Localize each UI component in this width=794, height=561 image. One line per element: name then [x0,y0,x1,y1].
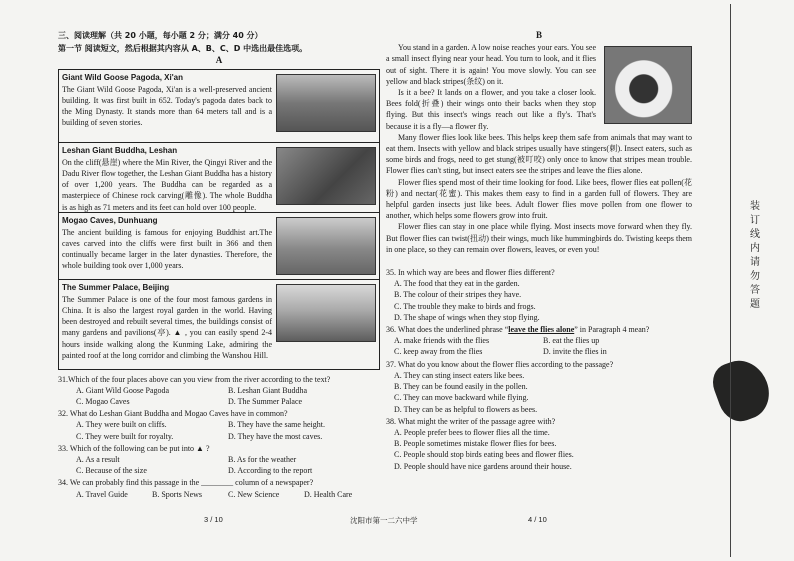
stem-pre: 36. What does the underlined phrase “ [386,325,509,335]
option: C. New Science [228,489,280,499]
place-title: Leshan Giant Buddha, Leshan [62,145,178,155]
summer-palace-photo [276,284,376,342]
option: A. As a result [76,455,120,465]
passage-b-paragraph: Is it a bee? It lands on a flower, and you take a closer look. Bees fold(折叠) their wings onto their backs when they stop flying. But this insect's wings reach out like a fly's. That's because it is a fly—a flower fly. [386,88,596,131]
option: A. People prefer bees to flower flies all the time. [394,427,550,437]
question-33 [58,443,380,477]
question-stem: 35. In which way are bees and flower flies different? [386,268,555,278]
binding-notice: 装订线内请勿答题 [750,201,760,310]
question-37 [386,359,692,415]
option: D. The shape of wings when they stop flying. [394,312,540,322]
place-box-pagoda [58,69,380,143]
option: B. They have the same height. [228,420,325,430]
option: C. Because of the size [76,466,147,476]
page-number-left: 3 / 10 [204,515,223,524]
option: A. make friends with the flies [394,336,490,346]
option: D. They can be as helpful to flowers as bees. [394,404,538,414]
section-subtitle: 第一节 阅读短文，然后根据其内容从 A、B、C、D 中选出最佳选项。 [58,44,308,54]
option: A. Giant Wild Goose Pagoda [76,385,170,395]
question-36 [386,324,692,358]
place-title: Giant Wild Goose Pagoda, Xi'an [62,72,183,82]
option: B. The colour of their stripes they have. [394,290,522,300]
passage-b-paragraph: Flower flies spend most of their time looking for food. Like bees, flower flies eat pollen(花粉) and nectar(花蜜). This makes them easy to find in a garden full of flowers. They are helpful garden insects just like bees. Adult flower flies move pollen from one flower to another, which helps some flowers grow into fruit. [386,177,692,221]
option: A. They were built on cliffs. [76,420,167,430]
option: D. invite the flies in [543,347,607,357]
option: B. eat the flies up [543,336,600,346]
question-38 [386,416,692,472]
pagoda-photo [276,74,376,132]
option: D. According to the report [228,466,313,476]
question-stem: 38. What might the writer of the passage agree with? [386,416,556,426]
option: C. They were built for royalty. [76,431,174,441]
option: A. Travel Guide [76,489,128,499]
question-32 [58,408,380,442]
option: C. People should stop birds eating bees and flower flies. [394,450,574,460]
passage-b-letter: B [535,30,542,40]
stem-post: ” in Paragraph 4 mean? [574,325,650,335]
binding-margin [708,0,794,561]
passage-b-paragraph: Flower flies can stay in one place while flying. Most insects move forward when they fly. But flower flies can twist(扭动) their wings, much like hummingbirds do. Twisting keeps them in one place, so they can remain over flowers, leaves, or even you! [386,222,692,254]
option: A. They can sting insect eaters like bees. [394,370,525,380]
option: B. People sometimes mistake flower flies for bees. [394,439,557,449]
questions-right [386,267,692,472]
question-stem: 34. We can probably find this passage in the ________ column of a newspaper? [58,478,314,488]
passage-b-paragraph: Many flower flies look like bees. This helps keep them safe from animals that may want to eat them. Insects with yellow and black stripes usually have stingers(刺). Insect eaters, such as some birds and frogs, need to get stung(被叮咬) only once to know that stripes mean trouble. Flower flies can't sting, but insect eaters see the stripes and leave the flies alone. [386,132,692,176]
binding-line [730,4,731,557]
place-title: The Summer Palace, Beijing [62,282,170,292]
underlined-phrase: leave the flies alone [508,325,575,335]
option: D. Health Care [304,489,353,499]
flower-fly-photo [604,46,692,124]
option: B. Leshan Giant Buddha [228,385,308,395]
option: C. keep away from the flies [394,347,483,357]
option: A. The food that they eat in the garden. [394,279,520,289]
school-name: 沈阳市第一二六中学 [350,516,418,525]
section-title: 三、阅读理解（共 20 小题，每小题 2 分；满分 40 分） [58,31,263,40]
passage-a-letter: A [215,55,223,66]
buddha-photo [276,147,376,205]
place-text: The Giant Wild Goose Pagoda, Xi'an is a well-preserved ancient building. It was first built in 652. Today's pagoda dates back to the Ming Dynasty. It stands more than 64 meters tall and is a building of seven stories. [62,84,272,128]
option: B. Sports News [152,489,203,499]
option: C. They can move backward while flying. [394,393,529,403]
question-stem: 33. Which of the following can be put into ▲ ? [58,443,210,453]
place-text: The ancient building is famous for enjoying Buddhist art.The caves carved into the cliffs were first built in 366 and then continually became larger in the later dynasties. Therefore, the whole building took over 1,000 years. [62,227,272,271]
question-stem: 37. What do you know about the flower flies according to the passage? [386,359,614,369]
questions-left [58,374,380,500]
option: C. Mogao Caves [76,397,130,407]
question-31 [58,374,380,408]
passage-b-paragraph: You stand in a garden. A low noise reaches your ears. You see a small insect flying near your head. You turn to look, and it flies out of sight. There it is again! You move slowly. You can see yellow and black stripes(条纹) on it. [386,43,596,86]
option: B. As for the weather [228,455,297,465]
place-box-buddha [58,143,380,213]
right-column [386,30,692,472]
option: D. People should have nice gardens around their house. [394,461,572,471]
question-stem: 32. What do Leshan Giant Buddha and Mogao Caves have in common? [58,409,288,419]
option: D. The Summer Palace [228,397,303,407]
place-title: Mogao Caves, Dunhuang [62,215,158,225]
option: B. They can be found easily in the pollen. [394,382,528,392]
question-stem: 31.Which of the four places above can you view from the river according to the text? [58,374,331,384]
option: C. The trouble they make to birds and frogs. [394,301,536,311]
question-34 [58,477,380,499]
left-column [58,30,380,500]
place-text: The Summer Palace is one of the four most famous gardens in China. It is also the largest royal garden in the world. Having been destroyed and rebuilt several times, the buildings consist of many gardens and pavilions(亭). ▲ , you can easily spend 2-4 hours inside walking along the Kunming Lake, admiring the painted roof at the long corridor and climbing the Wanshou Hill. [62,294,272,360]
caves-photo [276,217,376,275]
page-number-right: 4 / 10 [528,515,547,524]
place-box-summer-palace [58,280,380,370]
place-text: On the cliff(悬崖) where the Min River, the Qingyi River and the Dadu River flow together, the Leshan Giant Buddha has a history of over 1,200 years. The Buddha can be regarded as a masterpiece of Chinese rock carving(雕像). The whole Buddha is as high as 71 meters and its feet can hold over 100 people. [62,157,272,212]
option: D. They have the most caves. [228,431,323,441]
place-box-caves [58,213,380,280]
question-stem [386,324,692,335]
question-35 [386,267,692,323]
